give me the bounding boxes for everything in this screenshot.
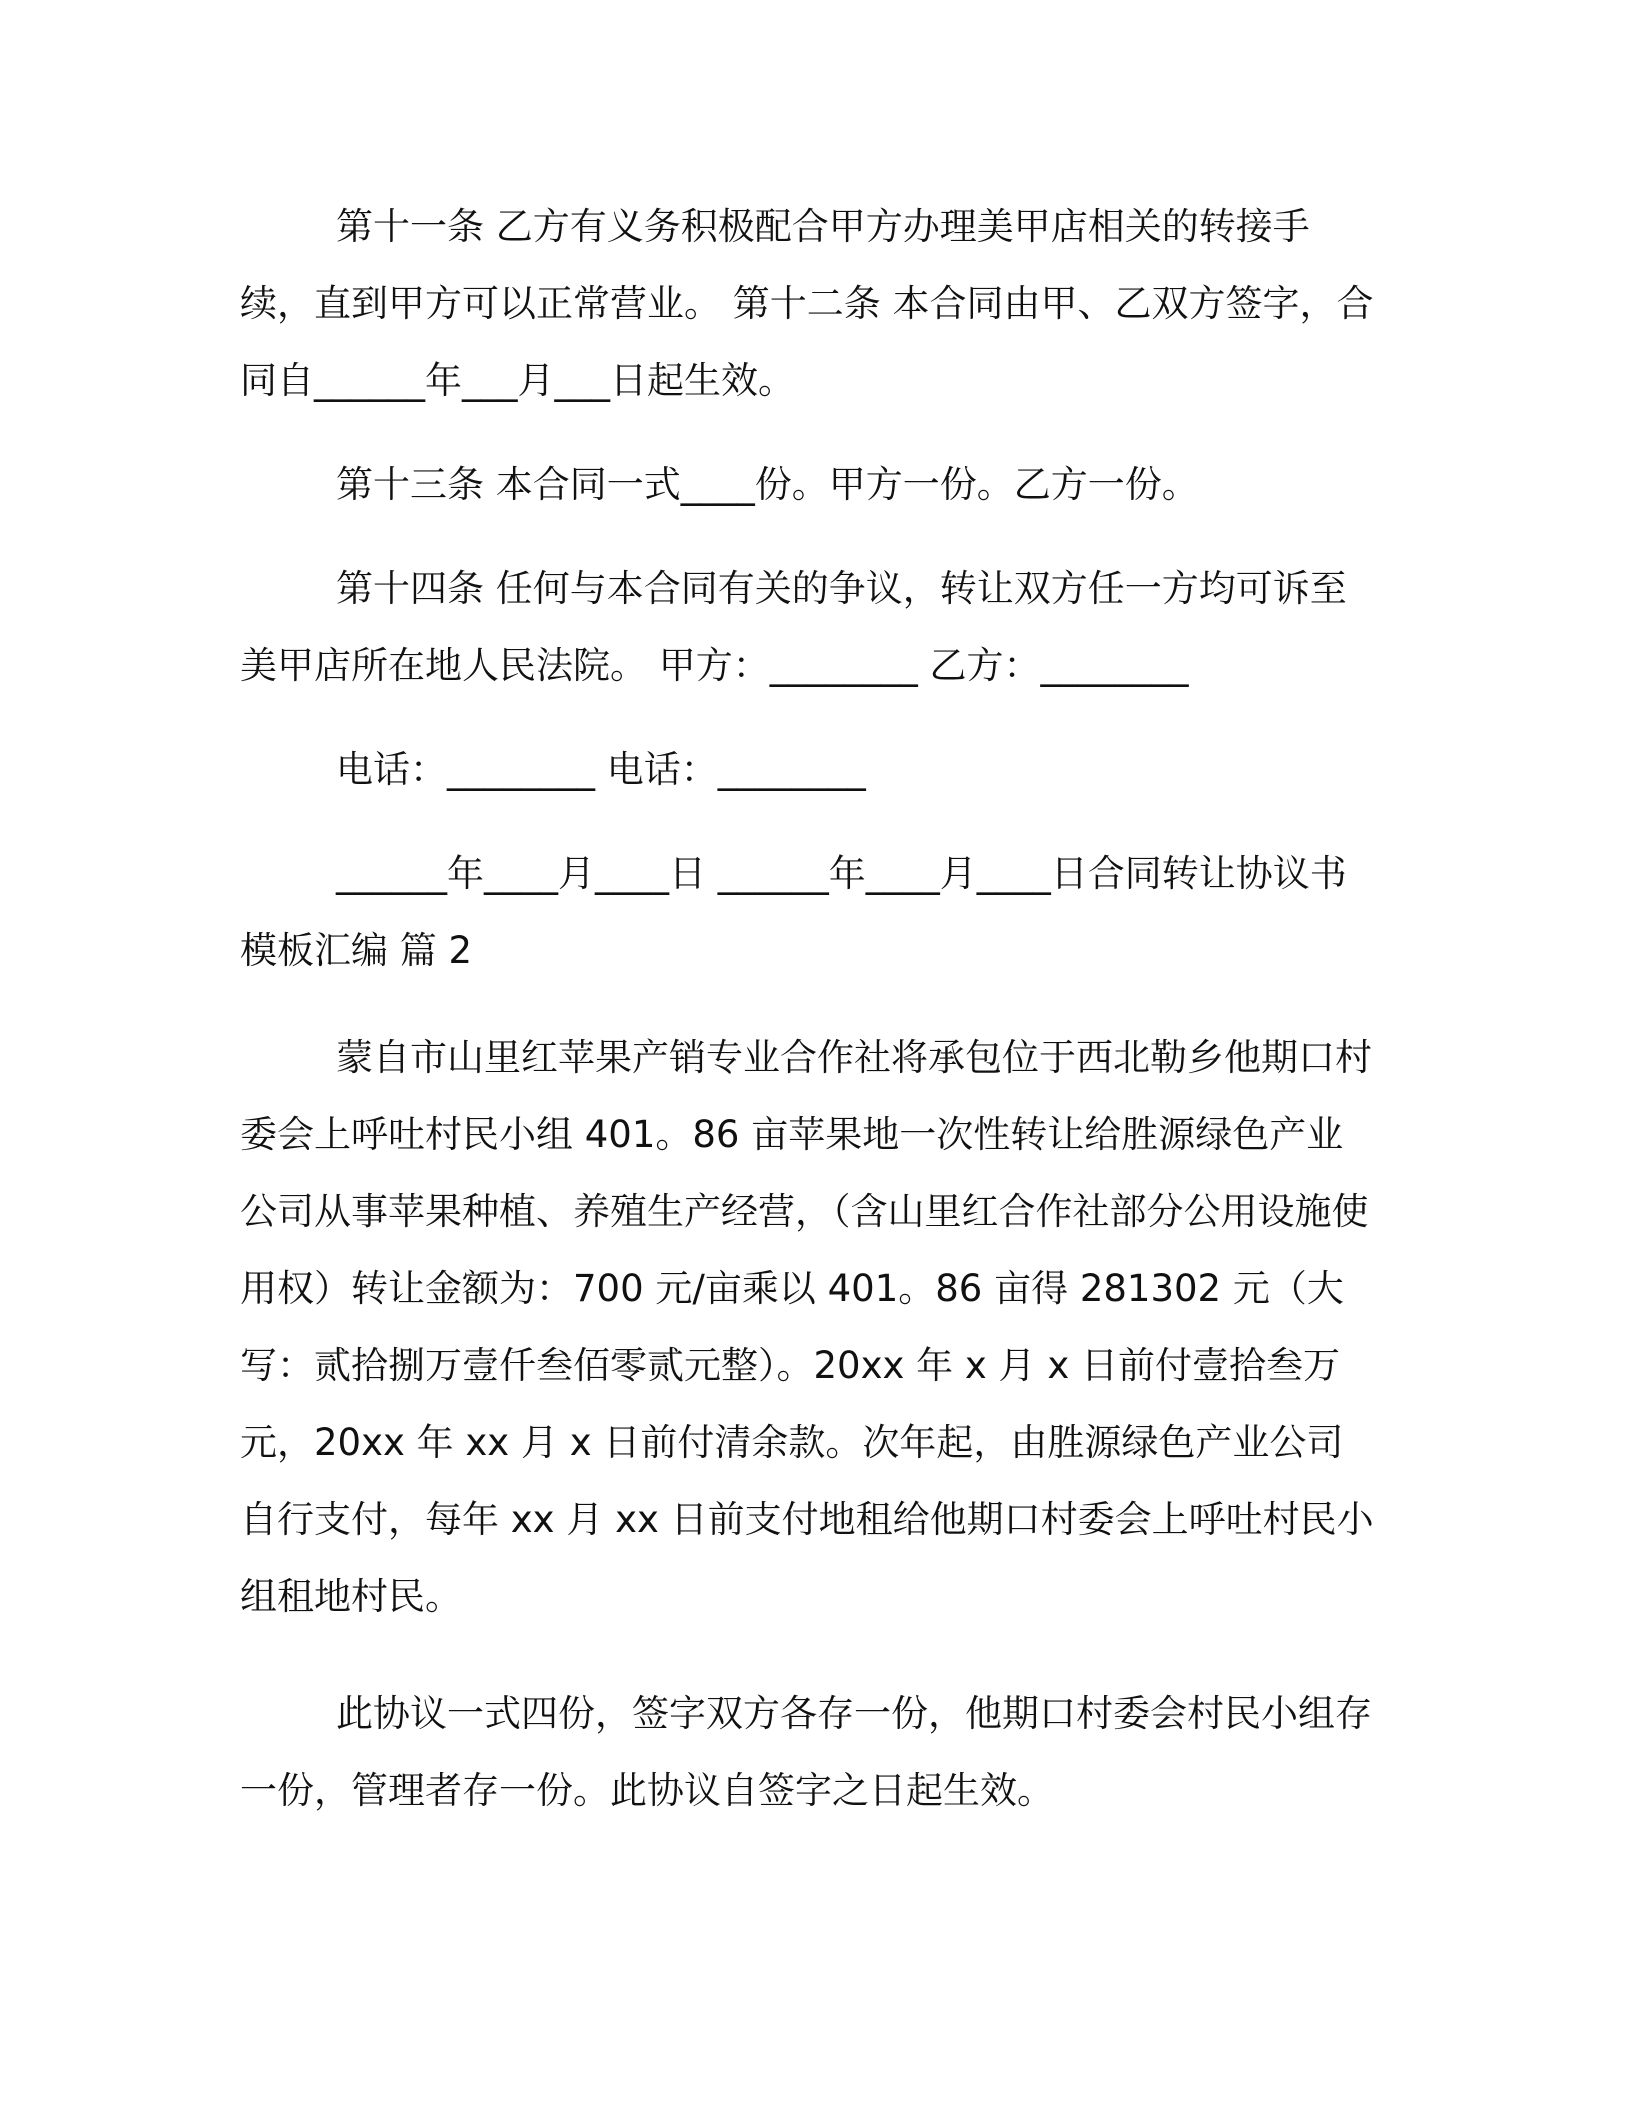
document-body <box>240 188 1380 1829</box>
paragraph-spacer <box>240 1635 1380 1675</box>
date-and-section-title: ______年____月____日 ______年____月____日合同转让协议书模板汇编 篇 2 <box>240 852 1347 972</box>
phone-line: 电话：________ 电话：________ <box>336 748 866 791</box>
agreement-copies-paragraph: 此协议一式四份，签字双方各存一份，他期口村委会村民小组存一份，管理者存一份。此协议自签字之日起生效。 <box>240 1692 1372 1812</box>
paragraph-spacer <box>240 419 1380 446</box>
paragraph-spacer <box>240 989 1380 1019</box>
article-13-paragraph: 第十三条 本合同一式____份。甲方一份。乙方一份。 <box>336 463 1199 506</box>
transfer-agreement-paragraph: 蒙自市山里红苹果产销专业合作社将承包位于西北勒乡他期口村委会上呼吐村民小组 401。86 亩苹果地一次性转让给胜源绿色产业公司从事苹果种植、养殖生产经营，（含山里红合作社部分公用设施使用权）转让金额为：700 元/亩乘以 401。86 亩得 281302 元（大写：贰拾捌万壹仟叁佰零贰元整）。20xx 年 x 月 x 日前付壹拾叁万元，20xx 年 xx 月 x 日前付清余款。次年起，由胜源绿色产业公司自行支付，每年 xx 月 xx 日前支付地租给他期口村委会上呼吐村民小组租地村民。 <box>240 1036 1374 1618</box>
article-14-paragraph: 第十四条 任何与本合同有关的争议，转让双方任一方均可诉至美甲店所在地人民法院。 甲方：________ 乙方：________ <box>240 567 1347 687</box>
paragraph-spacer <box>240 808 1380 835</box>
paragraph-spacer <box>240 523 1380 550</box>
article-11-12-paragraph: 第十一条 乙方有义务积极配合甲方办理美甲店相关的转接手续，直到甲方可以正常营业。 第十二条 本合同由甲、乙双方签字，合同自______年___月___日起生效。 <box>240 205 1374 402</box>
paragraph-spacer <box>240 704 1380 731</box>
